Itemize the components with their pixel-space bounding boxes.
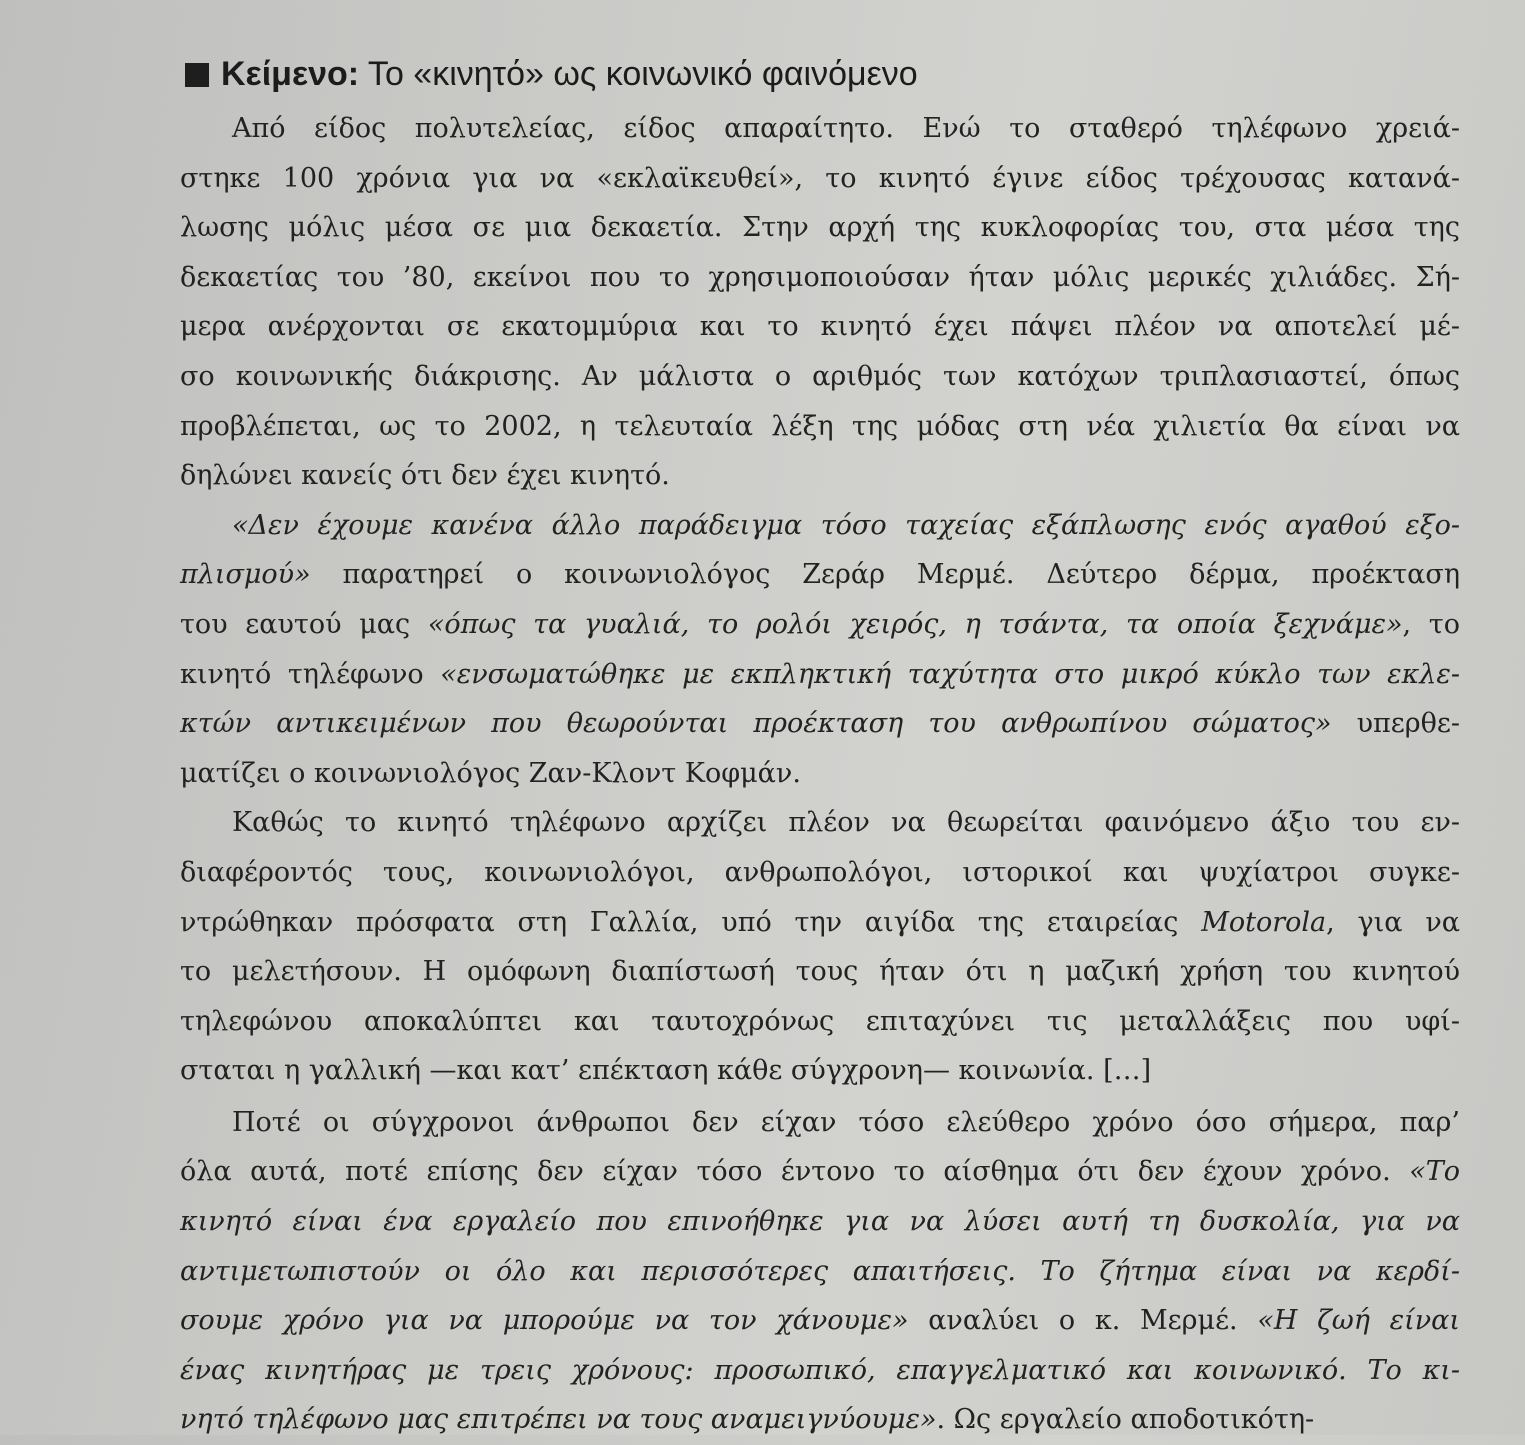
text-line (180, 898, 1460, 948)
quoted-text: «Το (1409, 1156, 1460, 1188)
quoted-text: «Δεν έχουμε κανένα άλλο παράδειγμα τόσο ταχείας εξάπλωσης ενός αγαθού εξο- (232, 509, 1460, 541)
body-text: παρατηρεί ο κοινωνιολόγος Ζεράρ Μερμέ. Δεύτερο δέρμα, προέκταση (310, 559, 1460, 591)
body-text: λωσης μόλις μέσα σε μια δεκαετία. Στην αρχή της κυκλοφορίας του, στα μέσα της (180, 212, 1460, 244)
body-text: , για να (1326, 906, 1460, 938)
text-line (180, 997, 1460, 1047)
section-heading (185, 52, 918, 96)
quoted-text: αντιμετωπιστούν οι όλο και περισσότερες απαιτήσεις. Το ζήτημα είναι να κερδί- (180, 1255, 1460, 1287)
quoted-text: Motorola (1201, 906, 1327, 938)
body-text: σταται η γαλλική —και κατ’ επέκταση κάθε σύγχρονη— κοινωνία. […] (180, 1055, 1152, 1087)
body-text: αναλύει ο κ. Μερμέ. (908, 1305, 1258, 1337)
text-line (180, 798, 1460, 848)
quoted-text: ένας κινητήρας με τρεις χρόνους: προσωπικό, επαγγελματικό και κοινωνικό. Το κι- (180, 1354, 1460, 1386)
text-line (180, 352, 1460, 402)
quoted-text: νητό τηλέφωνο μας επιτρέπει να τους αναμειγνύουμε» (180, 1404, 937, 1436)
text-line (180, 699, 1460, 749)
text-line (180, 550, 1460, 600)
body-text: , το (1402, 608, 1460, 640)
text-line (180, 253, 1460, 303)
body-text: στηκε 100 χρόνια για να «εκλαϊκευθεί», το κινητό έγινε είδος τρέχουσας κατανά- (180, 162, 1460, 194)
body-text: διαφέροντός τους, κοινωνιολόγοι, ανθρωπολόγοι, ιστορικοί και ψυχίατροι συγκε- (180, 856, 1460, 888)
text-line (180, 947, 1460, 997)
body-text: προβλέπεται, ως το 2002, η τελευταία λέξη της μόδας στη νέα χιλιετία θα είναι να (180, 410, 1460, 442)
paragraph (180, 104, 1460, 501)
text-line (180, 1296, 1460, 1346)
body-text: Από είδος πολυτελείας, είδος απαραίτητο. Ενώ το σταθερό τηλέφωνο χρειά- (232, 113, 1460, 144)
body-text: Ποτέ οι σύγχρονοι άνθρωποι δεν είχαν τόσο ελεύθερο χρόνο όσο σήμερα, παρ’ (232, 1106, 1460, 1138)
body-text: τηλεφώνου αποκαλύπτει και ταυτοχρόνως επιταχύνει τις μεταλλάξεις που υφί- (180, 1005, 1460, 1037)
text-line (180, 104, 1460, 154)
body-text: το μελετήσουν. Η ομόφωνη διαπίστωσή τους ήταν ότι η μαζική χρήση του κινητού (180, 956, 1460, 988)
body-text: δεκαετίας του ’80, εκείνοι που το χρησιμοποιούσαν ήταν μόλις μερικές χιλιάδες. Σή- (180, 261, 1460, 293)
body-text: ντρώθηκαν πρόσφατα στη Γαλλία, υπό την αιγίδα της εταιρείας (180, 906, 1202, 938)
body-text: Καθώς το κινητό τηλέφωνο αρχίζει πλέον να θεωρείται φαινόμενο άξιο του εν- (232, 807, 1460, 839)
text-line (180, 402, 1460, 452)
paragraph (180, 501, 1460, 799)
text-line (180, 501, 1460, 551)
text-line (180, 1197, 1460, 1247)
text-line (180, 1147, 1460, 1197)
text-line (180, 1346, 1460, 1396)
text-line (180, 451, 1460, 501)
quoted-text: σουμε χρόνο για να μπορούμε να τον χάνουμε» (180, 1305, 909, 1337)
body-text: κινητό τηλέφωνο (180, 658, 441, 690)
paragraph (180, 1098, 1460, 1445)
quoted-text: κτών αντικειμένων που θεωρούνται προέκταση του ανθρωπίνου σώματος» (180, 708, 1332, 740)
text-line (180, 154, 1460, 204)
text-line (180, 650, 1460, 700)
body-text: μερα ανέρχονται σε εκατομμύρια και το κινητό έχει πάψει πλέον να αποτελεί μέ- (180, 311, 1460, 343)
article-body (180, 104, 1460, 1445)
text-line (180, 600, 1460, 650)
text-line (180, 1046, 1460, 1096)
quoted-text: «Η ζωή είναι (1257, 1305, 1460, 1337)
heading-label: Κείμενο: (221, 55, 360, 93)
text-line (180, 302, 1460, 352)
body-text: σο κοινωνικής διάκρισης. Αν μάλιστα ο αριθμός των κατόχων τριπλασιαστεί, όπως (180, 360, 1460, 392)
text-line (180, 1098, 1460, 1148)
square-bullet-icon (185, 63, 209, 87)
body-text: ματίζει ο κοινωνιολόγος Ζαν-Κλοντ Κοφμάν. (180, 757, 801, 789)
body-text: υπερθε- (1331, 708, 1460, 740)
quoted-text: πλισμού» (180, 559, 311, 591)
text-line (180, 848, 1460, 898)
quoted-text: κινητό είναι ένα εργαλείο που επινοήθηκε για να λύσει αυτή τη δυσκολία, για να (180, 1206, 1460, 1238)
quoted-text: «ενσωματώθηκε με εκπληκτική ταχύτητα στο μικρό κύκλο των εκλε- (440, 658, 1461, 690)
heading-title: Το «κινητό» ως κοινωνικό φαινόμενο (367, 55, 918, 93)
quoted-text: «όπως τα γυαλιά, το ρολόι χειρός, η τσάντα, τα οποία ξεχνάμε» (427, 608, 1403, 640)
text-line (180, 203, 1460, 253)
text-line (180, 1395, 1460, 1445)
body-text: . Ως εργαλείο αποδοτικότη- (936, 1404, 1315, 1436)
paragraph (180, 798, 1460, 1096)
body-text: του εαυτού μας (180, 608, 428, 640)
text-line (180, 1247, 1460, 1297)
text-line (180, 749, 1460, 799)
body-text: όλα αυτά, ποτέ επίσης δεν είχαν τόσο έντονο το αίσθημα ότι δεν έχουν χρόνο. (180, 1156, 1410, 1188)
body-text: δηλώνει κανείς ότι δεν έχει κινητό. (180, 460, 670, 492)
